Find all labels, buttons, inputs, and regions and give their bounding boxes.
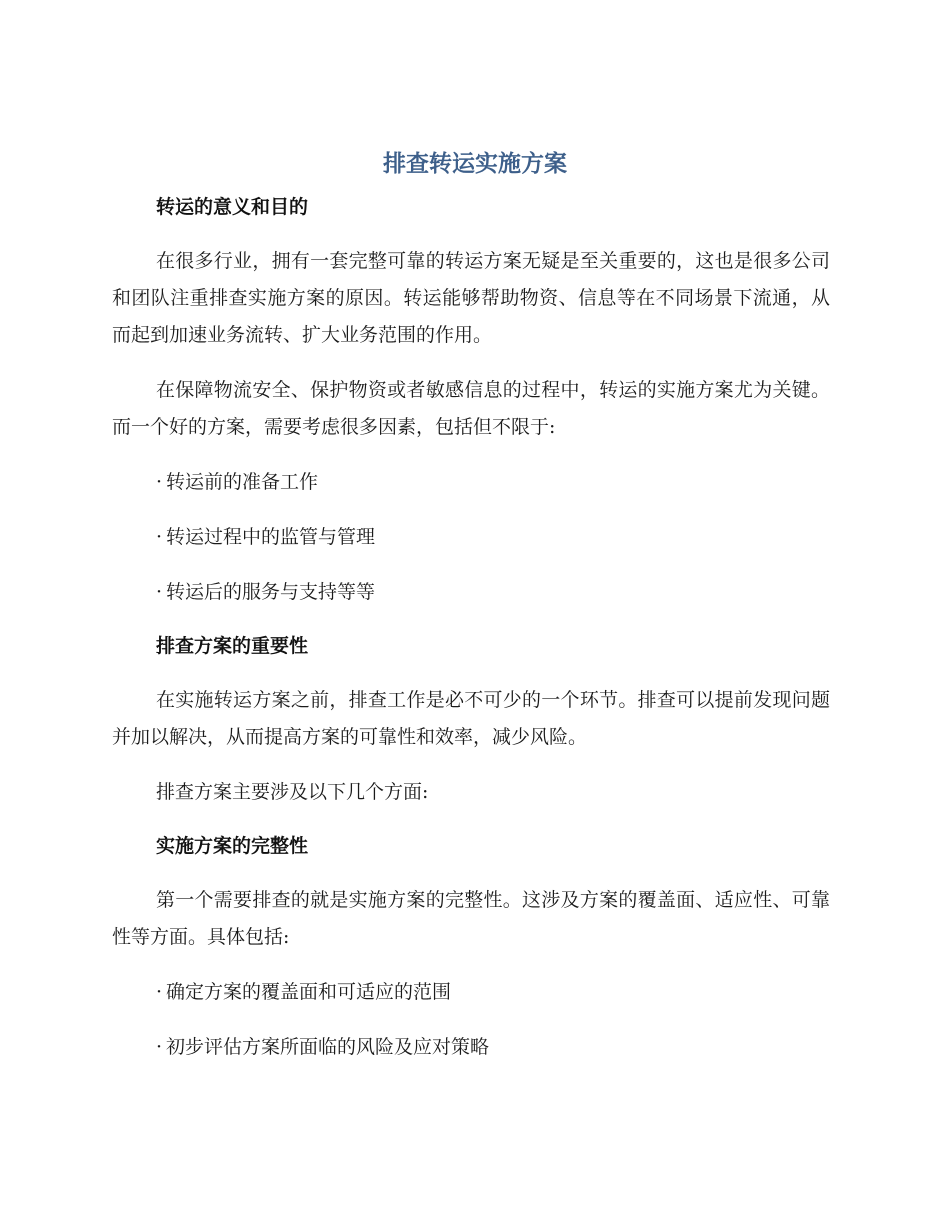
bullet-dot: · bbox=[156, 581, 163, 603]
bullet-dot: · bbox=[156, 1036, 163, 1058]
bullet-dot: · bbox=[156, 526, 163, 548]
paragraph: 在保障物流安全、保护物资或者敏感信息的过程中，转运的实施方案尤为关键。而一个好的方案，需要考虑很多因素，包括但不限于: bbox=[112, 379, 830, 438]
bullet-item: · 转运过程中的监管与管理 bbox=[112, 519, 830, 556]
document-title: 排查转运实施方案 bbox=[383, 151, 567, 177]
bullet-item: · 初步评估方案所面临的风险及应对策略 bbox=[112, 1029, 830, 1066]
paragraph: 在很多行业，拥有一套完整可靠的转运方案无疑是至关重要的，这也是很多公司和团队注重排查实施方案的原因。转运能够帮助物资、信息等在不同场景下流通，从而起到加速业务流转、扩大业务范围的作用。 bbox=[112, 250, 830, 346]
section-heading-importance: 排查方案的重要性 bbox=[156, 635, 309, 657]
bullet-dot: · bbox=[156, 981, 163, 1003]
bullet-item: · 转运后的服务与支持等等 bbox=[112, 574, 830, 611]
paragraph: 在实施转运方案之前，排查工作是必不可少的一个环节。排查可以提前发现问题并加以解决，从而提高方案的可靠性和效率，减少风险。 bbox=[112, 689, 830, 748]
bullet-item: · 转运前的准备工作 bbox=[112, 464, 830, 501]
section-heading-completeness: 实施方案的完整性 bbox=[156, 835, 309, 857]
bullet-item: · 确定方案的覆盖面和可适应的范围 bbox=[112, 974, 830, 1011]
bullet-dot: · bbox=[156, 471, 163, 493]
paragraph: 排查方案主要涉及以下几个方面: bbox=[156, 781, 429, 803]
document-body bbox=[112, 190, 830, 1066]
paragraph: 第一个需要排查的就是实施方案的完整性。这涉及方案的覆盖面、适应性、可靠性等方面。具体包括: bbox=[112, 889, 830, 948]
section-heading-purpose: 转运的意义和目的 bbox=[156, 196, 309, 218]
